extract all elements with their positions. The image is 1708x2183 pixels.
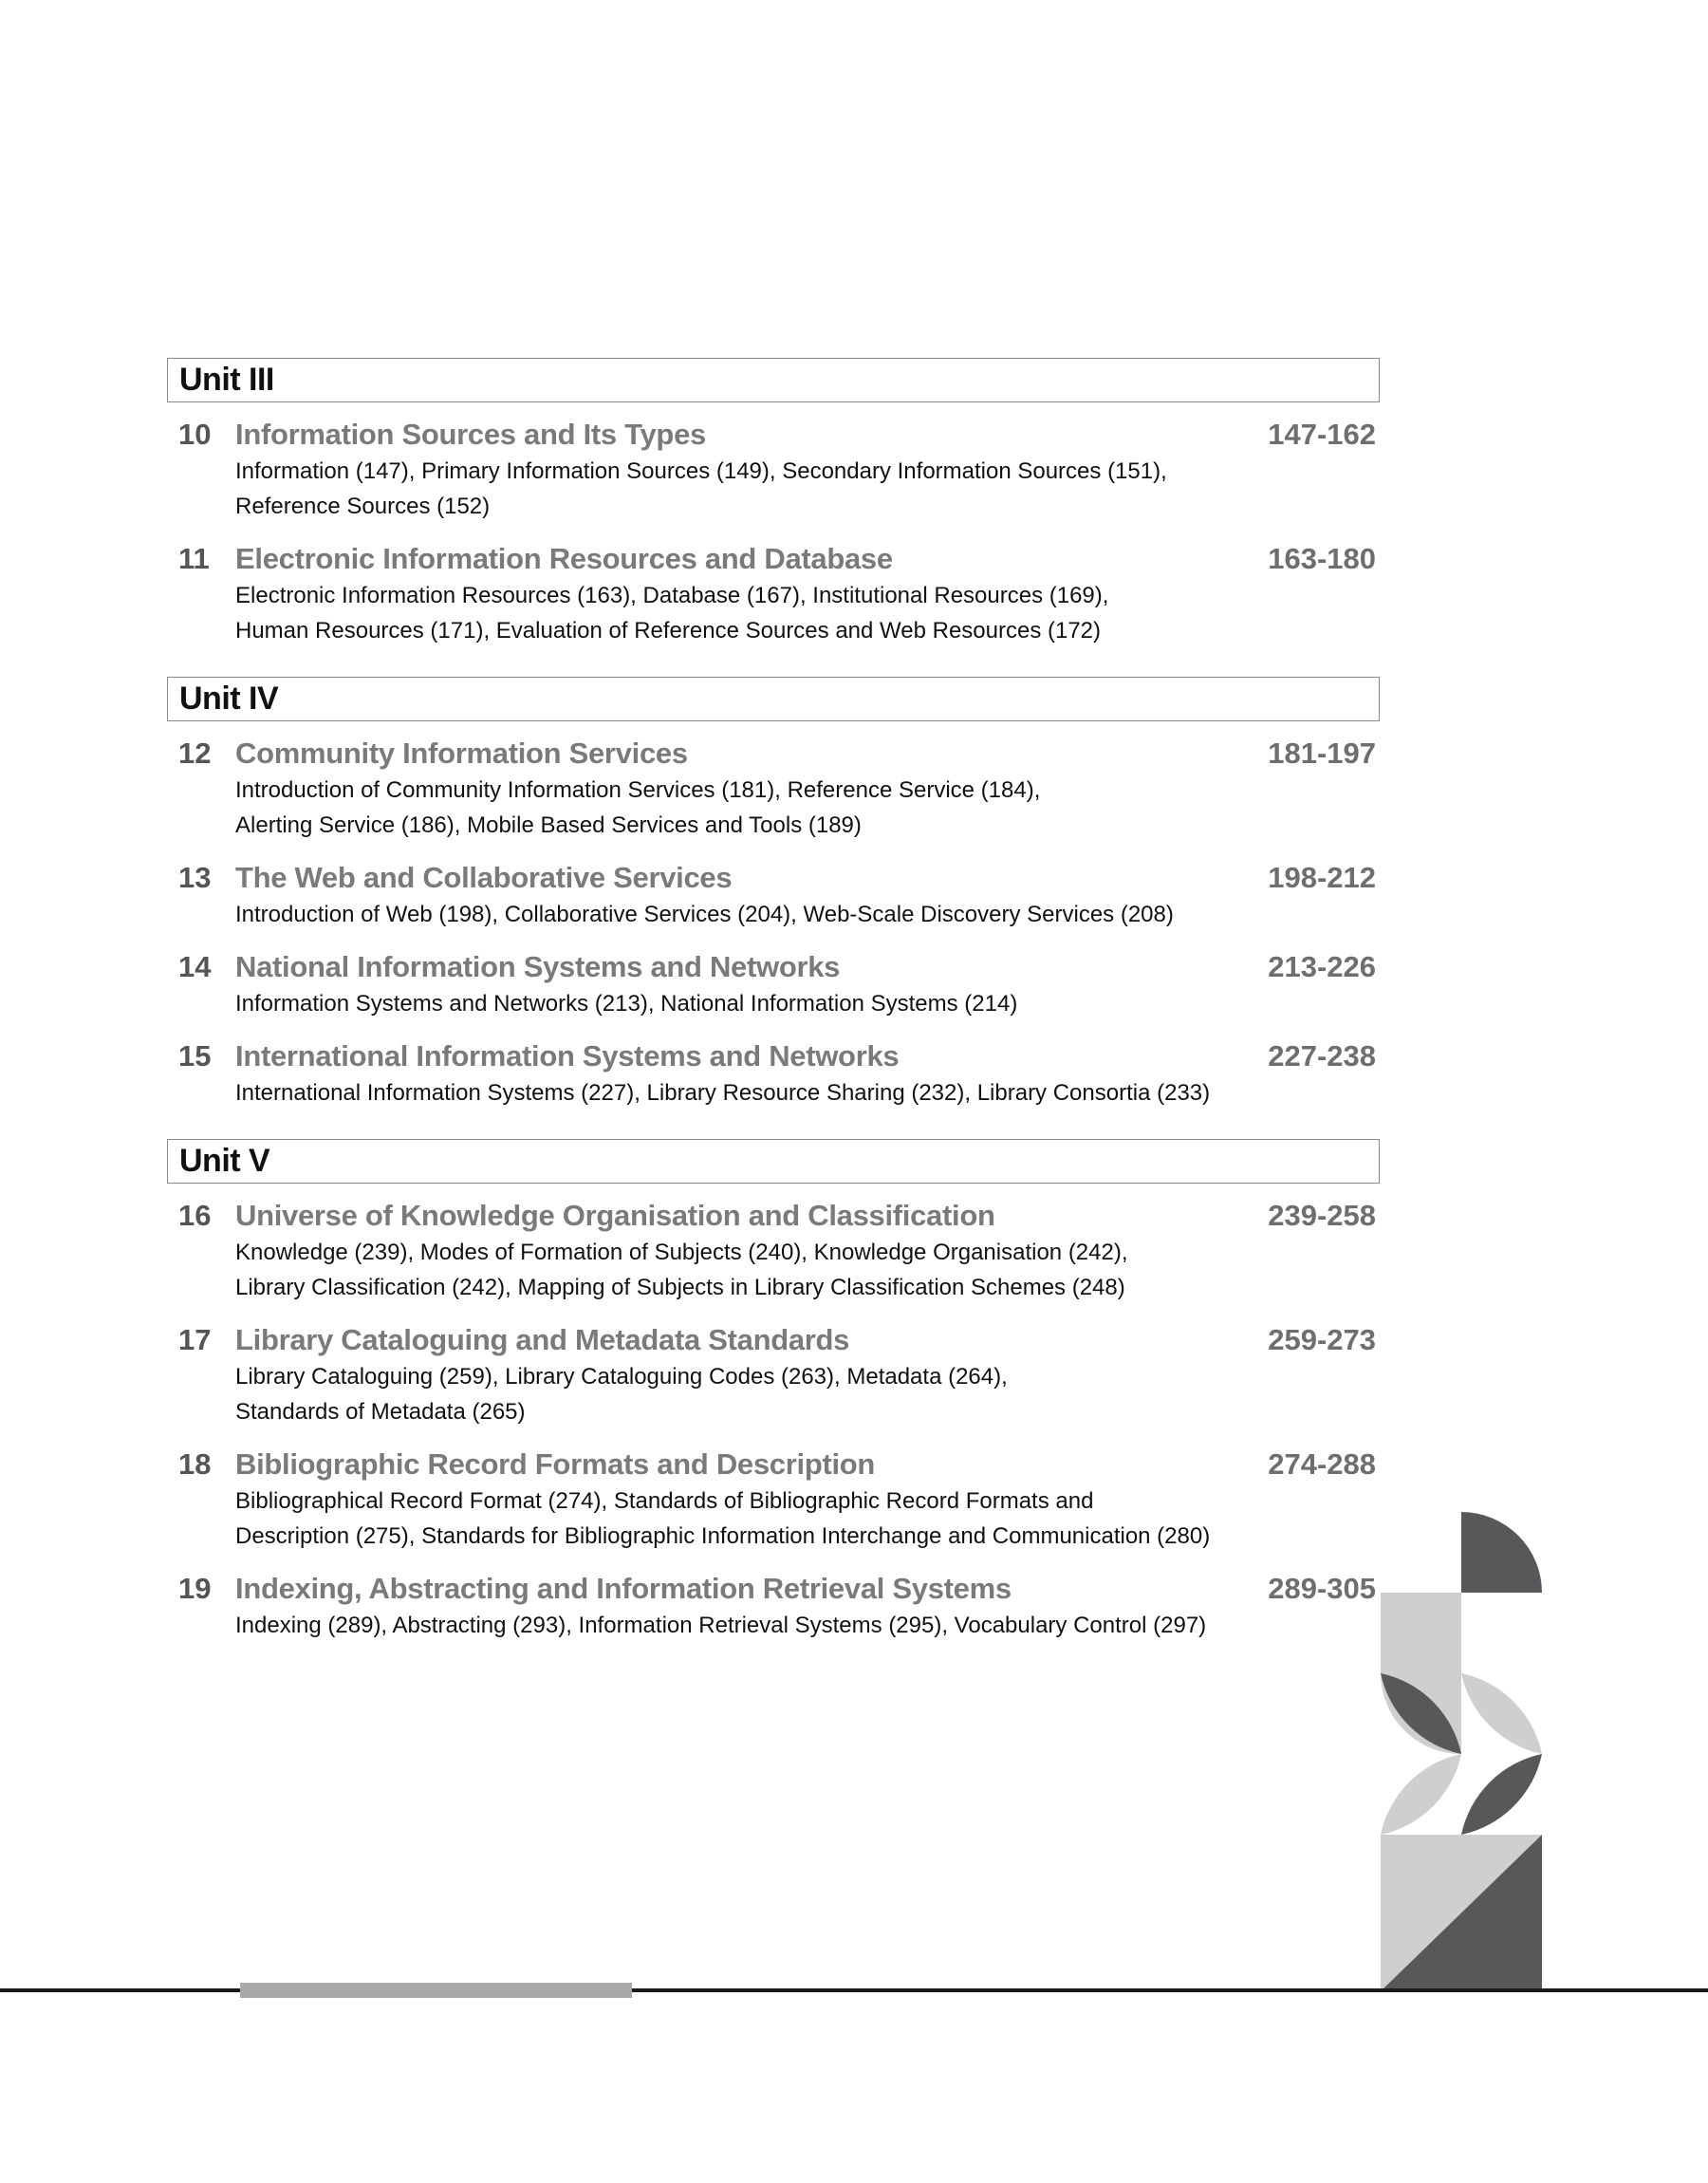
chapter-topics-line: Alerting Service (186), Mobile Based Services and Tools (189) bbox=[235, 812, 862, 838]
chapter-topics bbox=[235, 986, 1380, 1021]
unit-section bbox=[167, 677, 1380, 1139]
chapter-page-range: 239-258 bbox=[1268, 1199, 1376, 1232]
chapter-topics bbox=[235, 1608, 1380, 1643]
chapter-topics bbox=[235, 454, 1380, 524]
chapter-title: Electronic Information Resources and Database bbox=[235, 542, 893, 575]
chapter-number: 16 bbox=[178, 1199, 212, 1232]
chapter-title-row bbox=[235, 1037, 1380, 1075]
chapter-entry bbox=[167, 1321, 1380, 1429]
unit-section bbox=[167, 358, 1380, 677]
chapter-title-row bbox=[235, 859, 1380, 897]
light-leaf-shape-lower-left bbox=[1381, 1754, 1461, 1835]
chapter-title: Indexing, Abstracting and Information Retrieval Systems bbox=[235, 1572, 1012, 1605]
chapter-entry bbox=[167, 416, 1380, 524]
dark-quarter-circle-shape bbox=[1461, 1512, 1542, 1593]
chapter-topics-line: Introduction of Community Information Services (181), Reference Service (184), bbox=[235, 777, 1041, 803]
chapter-topics-line: Information (147), Primary Information Sources (149), Secondary Information Sources (151), bbox=[235, 458, 1167, 484]
chapter-topics-line: Description (275), Standards for Bibliographic Information Interchange and Communication (280) bbox=[235, 1523, 1211, 1549]
chapter-topics-line: Reference Sources (152) bbox=[235, 494, 491, 519]
chapter-number: 14 bbox=[178, 950, 212, 983]
unit-heading: Unit III bbox=[167, 358, 1380, 402]
chapter-title-row bbox=[235, 1570, 1380, 1608]
chapter-number: 13 bbox=[178, 861, 212, 894]
chapter-topics-line: Indexing (289), Abstracting (293), Information Retrieval Systems (295), Vocabulary Control (297) bbox=[235, 1613, 1207, 1638]
chapter-title: International Information Systems and Networks bbox=[235, 1039, 900, 1073]
chapter-title: Information Sources and Its Types bbox=[235, 418, 706, 451]
chapter-topics-line: Human Resources (171), Evaluation of Reference Sources and Web Resources (172) bbox=[235, 618, 1102, 644]
chapter-page-range: 147-162 bbox=[1268, 418, 1376, 451]
dark-leaf-shape-lower-right bbox=[1461, 1754, 1542, 1835]
chapter-entry bbox=[167, 1037, 1380, 1110]
chapter-topics bbox=[235, 1075, 1380, 1110]
chapter-title-row bbox=[235, 735, 1380, 773]
chapter-topics-line: International Information Systems (227), Library Resource Sharing (232), Library Consortia (233) bbox=[235, 1080, 1211, 1106]
chapter-page-range: 163-180 bbox=[1268, 542, 1376, 575]
chapter-number: 19 bbox=[178, 1572, 212, 1605]
light-square-shape bbox=[1381, 1593, 1461, 1673]
chapter-title: Universe of Knowledge Organisation and Classification bbox=[235, 1199, 995, 1232]
chapter-list bbox=[167, 721, 1380, 1139]
chapter-topics-line: Library Cataloguing (259), Library Cataloguing Codes (263), Metadata (264), bbox=[235, 1364, 1008, 1390]
chapter-title: Library Cataloguing and Metadata Standards bbox=[235, 1323, 850, 1356]
chapter-topics-line: Knowledge (239), Modes of Formation of Subjects (240), Knowledge Organisation (242), bbox=[235, 1240, 1128, 1265]
chapter-topics bbox=[235, 773, 1380, 843]
chapter-topics-line: Standards of Metadata (265) bbox=[235, 1399, 526, 1425]
chapter-topics-line: Introduction of Web (198), Collaborative Services (204), Web-Scale Discovery Services (208) bbox=[235, 902, 1174, 927]
chapter-entry bbox=[167, 948, 1380, 1021]
chapter-topics bbox=[235, 897, 1380, 932]
chapter-entry bbox=[167, 1570, 1380, 1643]
chapter-list bbox=[167, 402, 1380, 677]
chapter-topics bbox=[235, 578, 1380, 648]
chapter-page-range: 274-288 bbox=[1268, 1447, 1376, 1481]
chapter-topics bbox=[235, 1483, 1380, 1554]
chapter-number: 15 bbox=[178, 1039, 212, 1073]
chapter-number: 18 bbox=[178, 1447, 212, 1481]
chapter-entry bbox=[167, 540, 1380, 648]
chapter-number: 10 bbox=[178, 418, 212, 451]
chapter-topics-line: Information Systems and Networks (213), National Information Systems (214) bbox=[235, 991, 1018, 1017]
chapter-title: Bibliographic Record Formats and Description bbox=[235, 1447, 876, 1481]
light-leaf-shape-right bbox=[1461, 1673, 1542, 1754]
unit-heading: Unit V bbox=[167, 1139, 1380, 1184]
chapter-title: The Web and Collaborative Services bbox=[235, 861, 733, 894]
chapter-page-range: 259-273 bbox=[1268, 1323, 1376, 1356]
unit-heading: Unit IV bbox=[167, 677, 1380, 721]
chapter-page-range: 227-238 bbox=[1268, 1039, 1376, 1073]
chapter-topics-line: Electronic Information Resources (163), Database (167), Institutional Resources (169), bbox=[235, 583, 1109, 608]
chapter-title-row bbox=[235, 416, 1380, 454]
chapter-entry bbox=[167, 735, 1380, 843]
chapter-entry bbox=[167, 1197, 1380, 1305]
chapter-topics bbox=[235, 1359, 1380, 1429]
chapter-entry bbox=[167, 1446, 1380, 1554]
chapter-title-row bbox=[235, 1197, 1380, 1235]
footer-accent-bar bbox=[240, 1983, 632, 1998]
chapter-entry bbox=[167, 859, 1380, 932]
chapter-topics-line: Bibliographical Record Format (274), Standards of Bibliographic Record Formats and bbox=[235, 1488, 1094, 1514]
chapter-number: 17 bbox=[178, 1323, 212, 1356]
unit-section bbox=[167, 1139, 1380, 1671]
chapter-title-row bbox=[235, 1321, 1380, 1359]
chapter-title-row bbox=[235, 1446, 1380, 1483]
chapter-title-row bbox=[235, 948, 1380, 986]
chapter-topics-line: Library Classification (242), Mapping of Subjects in Library Classification Schemes (248) bbox=[235, 1275, 1125, 1300]
chapter-topics bbox=[235, 1235, 1380, 1305]
chapter-list bbox=[167, 1184, 1380, 1671]
chapter-number: 12 bbox=[178, 737, 212, 770]
chapter-page-range: 181-197 bbox=[1268, 737, 1376, 770]
chapter-page-range: 213-226 bbox=[1268, 950, 1376, 983]
chapter-page-range: 198-212 bbox=[1268, 861, 1376, 894]
chapter-title: Community Information Services bbox=[235, 737, 688, 770]
chapter-number: 11 bbox=[178, 542, 210, 575]
decorative-geometric-shapes bbox=[1381, 1512, 1542, 1991]
chapter-page-range: 289-305 bbox=[1268, 1572, 1376, 1605]
chapter-title: National Information Systems and Networks bbox=[235, 950, 841, 983]
chapter-title-row bbox=[235, 540, 1380, 578]
table-of-contents bbox=[167, 358, 1380, 1671]
